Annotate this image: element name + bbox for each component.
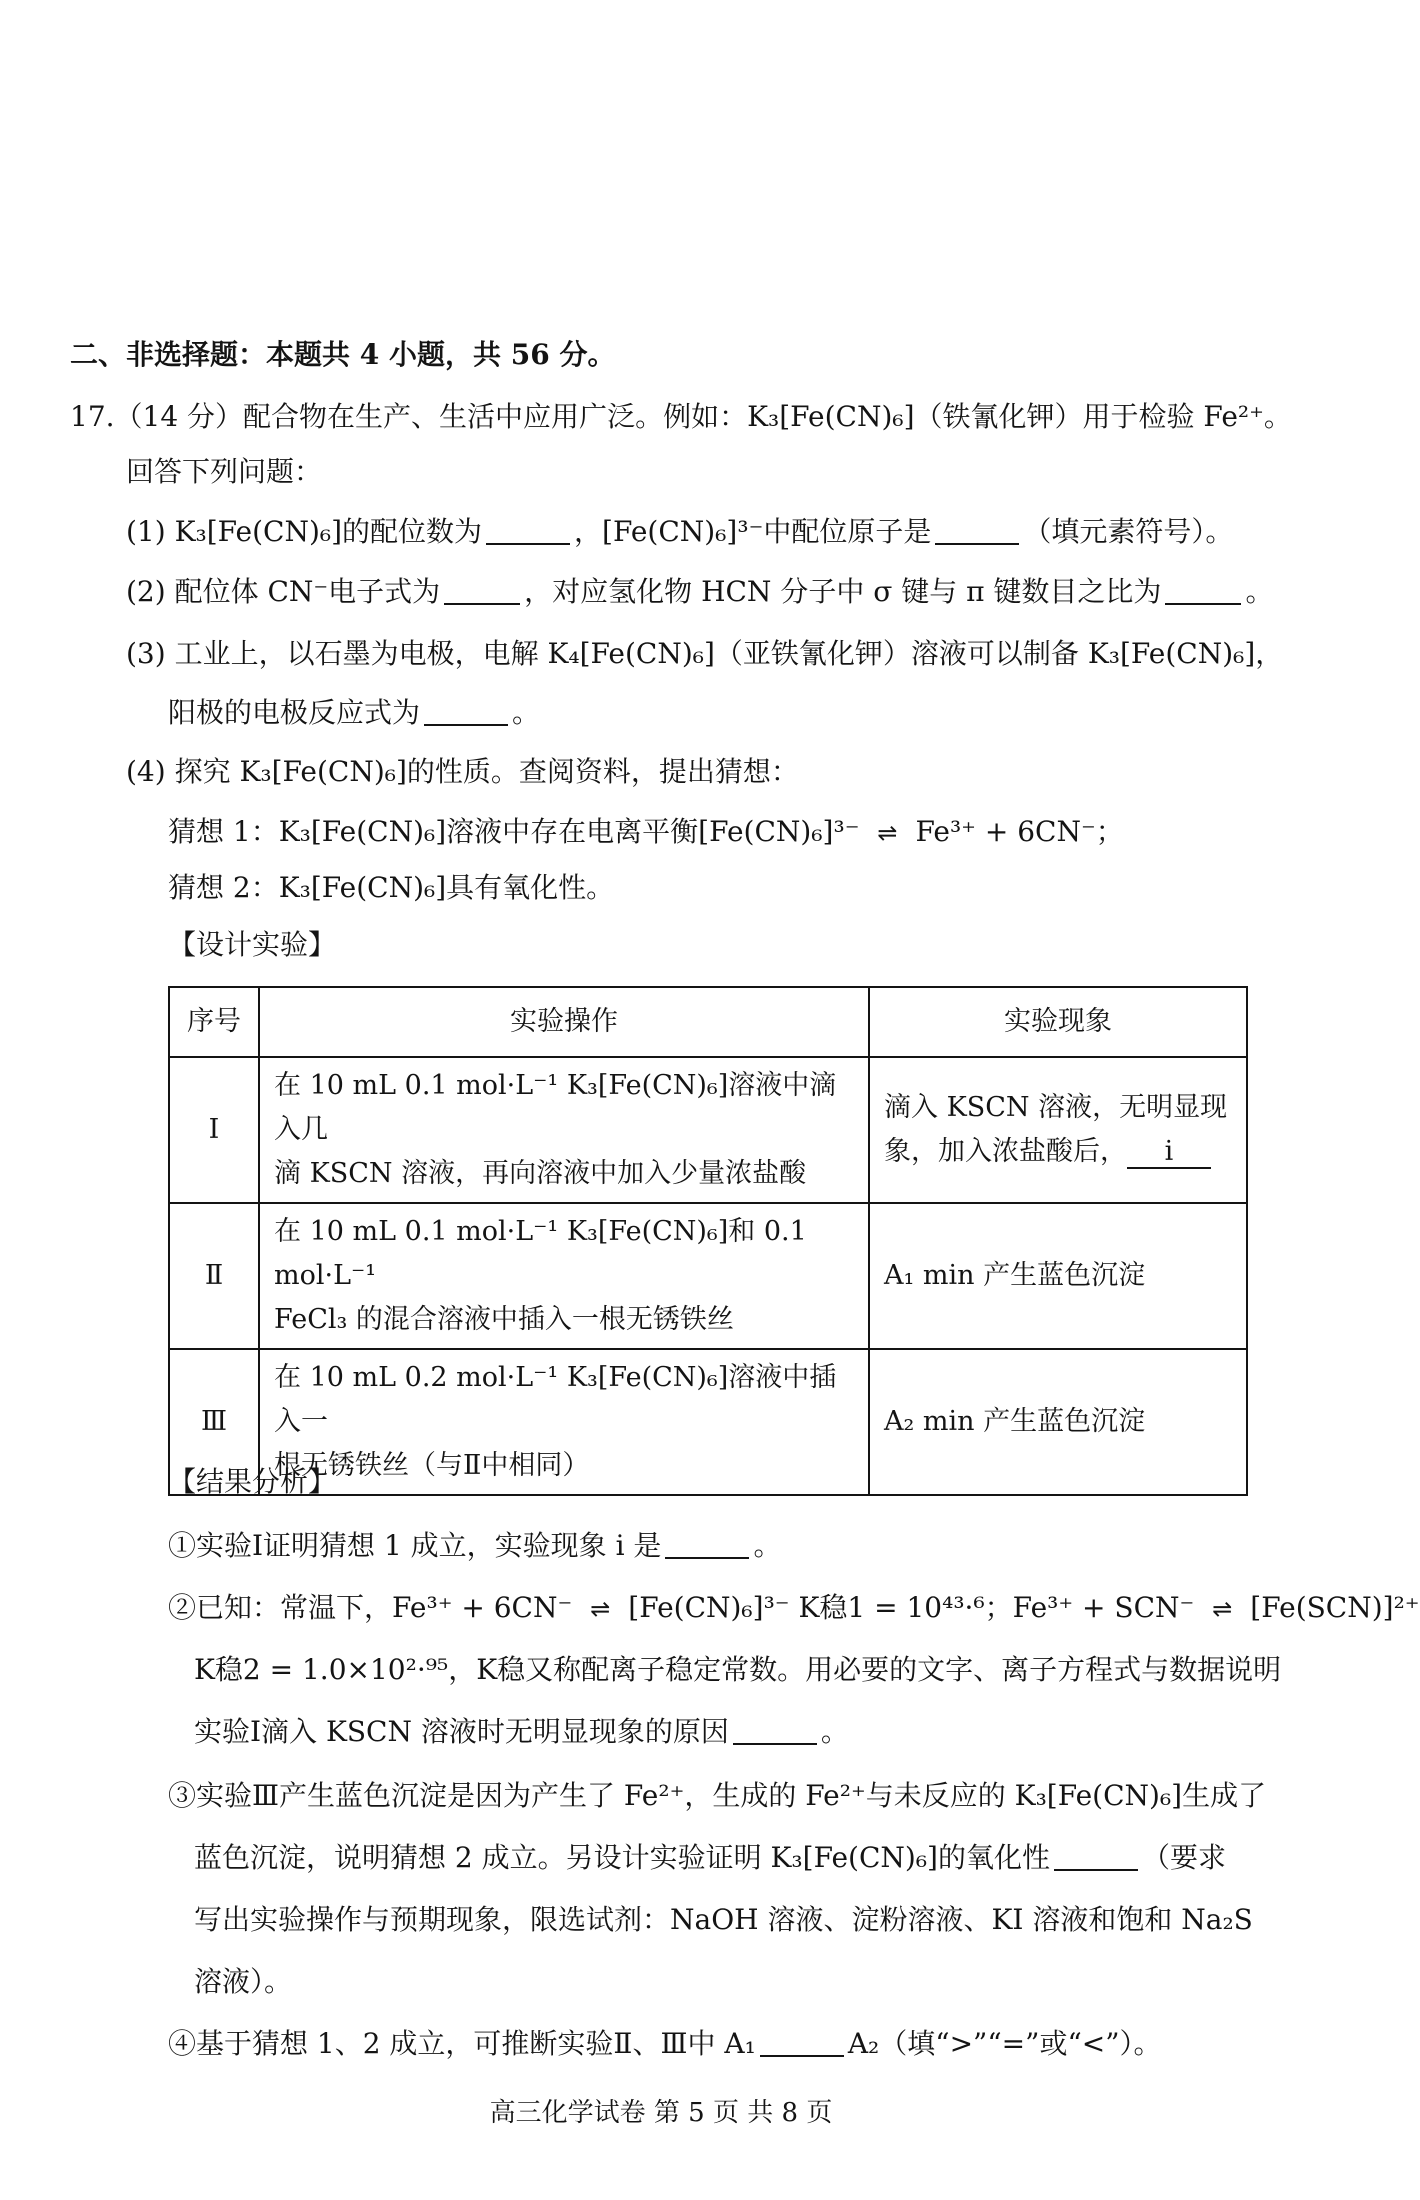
analysis-3-line-4: 溶液）。	[194, 1965, 293, 1998]
page-footer: 高三化学试卷 第 5 页 共 8 页	[489, 2098, 833, 2128]
analysis-title: 【结果分析】	[168, 1465, 337, 1498]
table-header-row	[169, 987, 1247, 1057]
table-cell-operation	[259, 1057, 869, 1203]
intro-text: （14 分）配合物在生产、生活中应用广泛。例如：K₃[Fe(CN)₆]（铁氰化钾）用于检验 Fe²⁺。	[114, 400, 1292, 433]
part-2-text-c: 。	[1245, 575, 1274, 608]
part-1-text-b: ，[Fe(CN)₆]³⁻中配位原子是	[574, 515, 932, 548]
answer-blank[interactable]	[733, 1715, 817, 1745]
table-cell-seq: Ⅲ	[169, 1349, 259, 1495]
table-cell-seq: Ⅰ	[169, 1057, 259, 1203]
phenomenon-line	[884, 1130, 1232, 1174]
part-1-text-c: （填元素符号）。	[1023, 515, 1234, 548]
analysis-2-line-2: K稳2 = 1.0×10²·⁹⁵，K稳又称配离子稳定常数。用必要的文字、离子方程式与数据说明	[194, 1653, 1282, 1686]
question-number: 17.	[70, 400, 115, 433]
table-header: 实验操作	[259, 987, 869, 1057]
guess-2: 猜想 2：K₃[Fe(CN)₆]具有氧化性。	[168, 871, 615, 904]
answer-blank-i[interactable]: i	[1127, 1137, 1211, 1169]
analysis-2-line-3	[194, 1712, 849, 1752]
experiment-table	[168, 986, 1248, 1496]
part-2	[126, 572, 1273, 612]
analysis-2-text-c: [Fe(SCN)]²⁺	[1250, 1591, 1420, 1624]
part-3-line-2	[168, 693, 540, 733]
analysis-4-text-a: ④基于猜想 1、2 成立，可推断实验Ⅱ、Ⅲ中 A₁	[168, 2027, 756, 2060]
phenomenon-line: 滴入 KSCN 溶液，无明显现	[884, 1092, 1228, 1123]
analysis-3-line-3: 写出实验操作与预期现象，限选试剂：NaOH 溶液、淀粉溶液、KI 溶液和饱和 Na₂S	[194, 1903, 1253, 1936]
analysis-4	[168, 2024, 1162, 2064]
analysis-2-line-1	[168, 1588, 1420, 1629]
table-cell-phenomenon	[869, 1057, 1247, 1203]
equilibrium-arrow-icon: ⇌	[1212, 1595, 1233, 1623]
guess-1-text-a: 猜想 1：K₃[Fe(CN)₆]溶液中存在电离平衡[Fe(CN)₆]³⁻	[168, 815, 860, 848]
answer-blank[interactable]	[1054, 1841, 1138, 1871]
answer-blank[interactable]	[424, 696, 508, 726]
part-2-text-a: (2) 配位体 CN⁻电子式为	[126, 575, 441, 608]
analysis-3-line-1: ③实验Ⅲ产生蓝色沉淀是因为产生了 Fe²⁺，生成的 Fe²⁺与未反应的 K₃[Fe(CN)₆]生成了	[168, 1779, 1267, 1812]
operation-line: 在 10 mL 0.1 mol·L⁻¹ K₃[Fe(CN)₆]和 0.1 mol·L⁻¹	[274, 1216, 807, 1291]
answer-blank[interactable]	[486, 515, 570, 545]
table-cell-phenomenon: A₂ min 产生蓝色沉淀	[869, 1349, 1247, 1495]
analysis-3-text-b: 蓝色沉淀，说明猜想 2 成立。另设计实验证明 K₃[Fe(CN)₆]的氧化性	[194, 1841, 1050, 1874]
analysis-2-text-b: [Fe(CN)₆]³⁻ K稳1 = 10⁴³·⁶；Fe³⁺ + SCN⁻	[628, 1591, 1195, 1624]
table-row	[169, 1203, 1247, 1349]
part-3-text-b: 阳极的电极反应式为	[168, 696, 421, 729]
section-heading: 二、非选择题：本题共 4 小题，共 56 分。	[70, 338, 616, 371]
table-cell-phenomenon: A₁ min 产生蓝色沉淀	[869, 1203, 1247, 1349]
answer-blank[interactable]	[444, 575, 520, 605]
operation-line: 在 10 mL 0.2 mol·L⁻¹ K₃[Fe(CN)₆]溶液中插入一	[274, 1362, 837, 1437]
analysis-3-line-2	[194, 1838, 1226, 1878]
part-3-text-c: 。	[512, 696, 541, 729]
guess-1	[168, 812, 1124, 853]
part-1	[126, 512, 1233, 552]
analysis-4-text-b: A₂（填“>”“=”或“<”）。	[847, 2027, 1162, 2060]
part-1-text-a: (1) K₃[Fe(CN)₆]的配位数为	[126, 515, 483, 548]
table-cell-operation	[259, 1203, 869, 1349]
design-title: 【设计实验】	[168, 928, 337, 961]
question-17-intro	[70, 397, 1292, 437]
table-cell-operation	[259, 1349, 869, 1495]
table-header: 序号	[169, 987, 259, 1057]
analysis-1-end: 。	[753, 1529, 782, 1562]
operation-line: 根无锈铁丝（与Ⅱ中相同）	[274, 1450, 590, 1481]
operation-line: 在 10 mL 0.1 mol·L⁻¹ K₃[Fe(CN)₆]溶液中滴入几	[274, 1070, 837, 1145]
answer-blank[interactable]	[935, 515, 1019, 545]
table-cell-seq: Ⅱ	[169, 1203, 259, 1349]
answer-blank[interactable]	[760, 2027, 844, 2057]
table-header: 实验现象	[869, 987, 1247, 1057]
part-4: (4) 探究 K₃[Fe(CN)₆]的性质。查阅资料，提出猜想：	[126, 755, 799, 788]
analysis-3-text-c: （要求	[1141, 1841, 1226, 1874]
guess-1-text-b: Fe³⁺ + 6CN⁻；	[915, 815, 1124, 848]
part-2-text-b: ，对应氢化物 HCN 分子中 σ 键与 π 键数目之比为	[524, 575, 1162, 608]
analysis-2-text-a: ②已知：常温下，Fe³⁺ + 6CN⁻	[168, 1591, 573, 1624]
answer-blank[interactable]	[1165, 575, 1241, 605]
table-row	[169, 1057, 1247, 1203]
part-3-line-1: (3) 工业上，以石墨为电极，电解 K₄[Fe(CN)₆]（亚铁氰化钾）溶液可以制备 K₃[Fe(CN)₆]，	[126, 637, 1284, 670]
intro-line-2: 回答下列问题：	[126, 455, 323, 488]
equilibrium-arrow-icon: ⇌	[877, 819, 898, 847]
equilibrium-arrow-icon: ⇌	[590, 1595, 611, 1623]
operation-line: FeCl₃ 的混合溶液中插入一根无锈铁丝	[274, 1304, 734, 1335]
phenomenon-text: 象，加入浓盐酸后，	[884, 1136, 1127, 1167]
analysis-1	[168, 1526, 781, 1566]
operation-line: 滴 KSCN 溶液，再向溶液中加入少量浓盐酸	[274, 1158, 807, 1189]
analysis-1-text: ①实验Ⅰ证明猜想 1 成立，实验现象 i 是	[168, 1529, 662, 1562]
analysis-2-end: 。	[820, 1715, 849, 1748]
answer-blank[interactable]	[665, 1529, 749, 1559]
analysis-2-text-e: 实验Ⅰ滴入 KSCN 溶液时无明显现象的原因	[194, 1715, 729, 1748]
